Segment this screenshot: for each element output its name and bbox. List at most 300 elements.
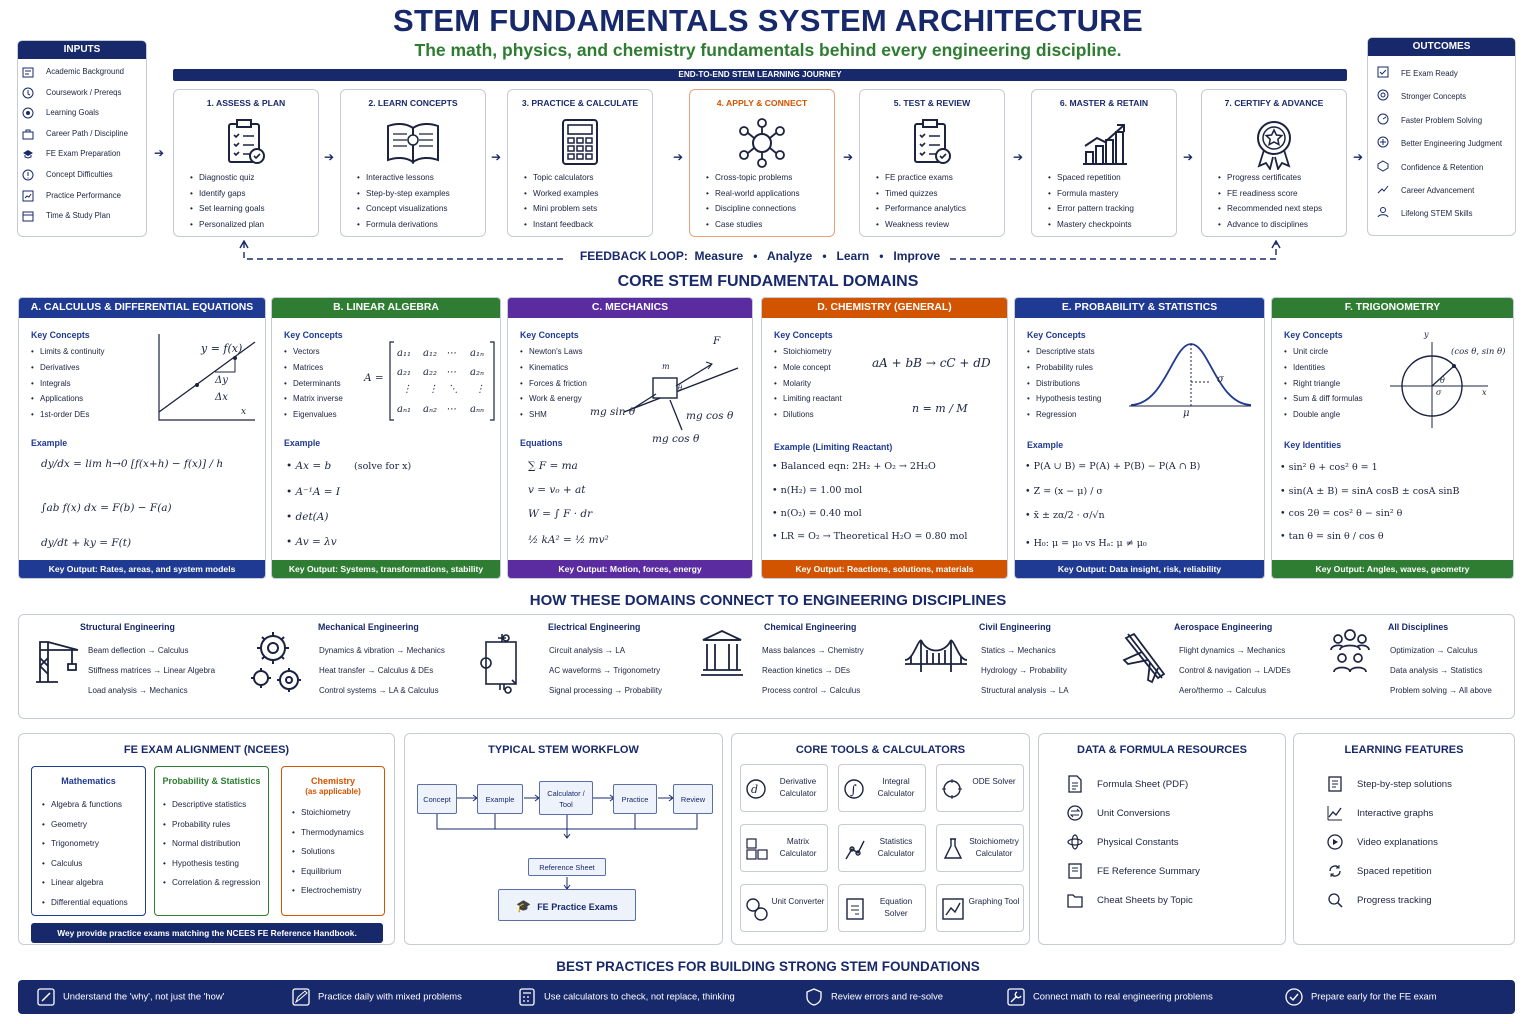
list-item: • Error pattern tracking [1048,201,1134,217]
list-item: • Limiting reactant [774,391,842,407]
list-item: • Weakness review [876,217,966,233]
line-chart-icon [1327,804,1343,822]
list-item: Circuit analysis → LA [549,646,626,655]
fe-exam-card [18,733,395,945]
list-item: • Solutions [292,842,384,862]
list-item: • Eigenvalues [284,407,343,423]
inputs-list [18,62,128,227]
equation: P(A ∪ B) = P(A) + P(B) − P(A ∩ B) [1033,461,1201,472]
list-item: Flight dynamics → Mechanics [1179,646,1286,655]
sigma-label: σ [1436,388,1442,397]
list-item: • Stoichiometry [292,803,384,823]
svg-text:aₙ₂: aₙ₂ [423,404,438,415]
list-item: • 1st-order DEs [31,407,104,423]
x-axis-label: x [241,407,247,417]
function-label: y = f(x) [201,342,243,355]
list-item: • Double angle [1284,407,1363,423]
repeat-icon [1327,862,1343,880]
list-item: Optimization → Calculus [1390,646,1478,655]
example-label: Example [284,438,321,448]
derivative-icon [746,777,768,801]
discipline-title: Civil Engineering [979,622,1051,632]
shield-icon [805,988,823,1006]
example-label: Example (Limiting Reactant) [774,442,893,452]
domain-mechanics [507,297,753,579]
force-component-label: mg sin θ [590,406,636,418]
exam-label: FE Practice Exams [537,902,618,912]
sigma-label: σ [1217,374,1224,385]
feature-item[interactable]: Interactive graphs [1327,799,1452,828]
resource-item[interactable]: Cheat Sheets by Topic [1067,886,1200,915]
inputs-panel [17,40,147,237]
delta-y-label: Δy [215,375,228,386]
input-item: Academic Background [18,62,128,83]
domain-linear-algebra: B. LINEAR ALGEBRA Key Concepts • Vectors • Matrices • Determinants • Matrix inverse • Eigenvalues A = a₁₁ a₁₂ ⋯ a₁ₙ a₂₁ a₂₂ ⋯ a₂ₙ ⋮ ⋮ ⋱ ⋮ aₙ₁ aₙ₂ ⋯ aₙₙ Example • Ax = b (solve for x) • A⁻¹A = I • det(A) • Av = λv Key Output: Systems, transformations, stability [271,297,501,579]
page-title: STEM FUNDAMENTALS SYSTEM ARCHITECTURE [393,3,1143,38]
award-icon [1252,118,1296,170]
tool-graphing[interactable] [936,884,1024,932]
identities-label: Key Identities [1284,440,1342,450]
mu-label: μ [1183,408,1190,419]
resources-list [1067,770,1200,915]
arrow-icon: ➔ [673,150,684,164]
list-item: • Matrices [284,360,343,376]
feature-item[interactable]: Progress tracking [1327,886,1452,915]
graph-icon [942,897,964,921]
svg-text:a₂₁: a₂₁ [397,367,411,378]
list-item: • Trigonometry [42,834,145,854]
concept-list [1284,344,1363,423]
list-item: • Regression [1027,407,1101,423]
list-item: • Forces & friction [520,376,587,392]
list-item: Heat transfer → Calculus & DEs [319,666,434,675]
domain-title: C. MECHANICS [508,298,752,318]
list-item: • Descriptive stats [1027,344,1101,360]
atom-icon [1067,833,1083,851]
arrow-icon: ➔ [1013,150,1024,164]
fe-col-title: Mathematics [61,776,116,786]
domain-title: E. PROBABILITY & STATISTICS [1015,298,1264,318]
calculator-small-icon [518,988,536,1006]
plant-icon [699,628,745,678]
equation: cos 2θ = cos² θ − sin² θ [1288,508,1403,519]
tool-name: Statistics Calculator [877,837,915,858]
tool-integral[interactable] [838,764,926,812]
key-concepts-label: Key Concepts [1027,330,1086,340]
equation-icon [844,897,866,921]
list-item: • Geometry [42,815,145,835]
list-item: • Formula derivations [357,217,450,233]
converter-icon [746,897,768,921]
feature-item[interactable]: Step-by-step solutions [1327,770,1452,799]
growth-chart-icon [1079,118,1129,168]
list-item: • Equilibrium [292,862,384,882]
list-item: • Descriptive statistics [163,795,268,815]
card-title: TYPICAL STEM WORKFLOW [488,744,639,756]
calculator-icon [560,118,600,168]
discipline-title: Electrical Engineering [548,622,641,632]
list-item: • Sum & diff formulas [1284,391,1363,407]
list-item: • Personalized plan [190,217,265,233]
step-list [876,170,966,232]
step-title: 6. MASTER & RETAIN [1059,98,1149,108]
feature-item[interactable]: Spaced repetition [1327,857,1452,886]
step-title: 7. CERTIFY & ADVANCE [1224,98,1324,108]
graduation-cap-icon: 🎓 [516,899,532,913]
angle-label: θ [1440,376,1445,385]
angle-label: θ [678,384,683,392]
mass-label: m [662,362,670,371]
card-title: CORE TOOLS & CALCULATORS [795,744,966,756]
equation: tan θ = sin θ / cos θ [1288,531,1384,542]
equation: dy/dt + ky = F(t) [41,537,132,549]
pencil-check-icon [37,988,55,1006]
circuit-icon [474,628,524,696]
tool-name: Integral Calculator [877,777,915,798]
svg-text:⋱: ⋱ [448,384,458,395]
input-item: Concept Difficulties [18,165,128,186]
example-label: Example [31,438,68,448]
list-item: • Normal distribution [163,834,268,854]
step-title: 3. PRACTICE & CALCULATE [521,98,639,108]
matrix-figure [388,340,496,422]
domain-trigonometry: F. TRIGONOMETRY Key Concepts • Unit circle • Identities • Right triangle • Sum & diff formulas • Double angle (cos θ, sin θ) y x θ σ Key Identities • sin² θ + cos² θ = 1 • sin(A ± B) = sinA cosB ± cosA sinB • cos 2θ = cos² θ − sin² θ • tan θ = sin θ / cos θ Key Output: Angles, waves, geometry [1271,297,1514,579]
arrow-icon: ➔ [843,150,854,164]
list-item: • Set learning goals [190,201,265,217]
outcome-item: Better Engineering Judgment [1373,132,1502,155]
list-item: • Timed quizzes [876,186,966,202]
svg-text:⋮: ⋮ [475,384,485,395]
svg-text:aₙₙ: aₙₙ [470,404,485,415]
tools-card [731,733,1030,945]
best-practice-item: Use calculators to check, not replace, thinking [518,988,735,1006]
card-title: FE EXAM ALIGNMENT (NCEES) [123,744,290,756]
reference-book-icon [1067,862,1083,880]
equation: sin² θ + cos² θ = 1 [1288,462,1378,473]
fe-col-list [42,795,145,912]
matrix-icon [746,837,768,861]
journey-step-test[interactable] [859,89,1005,237]
domain-title: A. CALCULUS & DIFFERENTIAL EQUATIONS [19,298,265,318]
list-item: Control systems → LA & Calculus [319,686,439,695]
x-axis-label: x [1482,388,1487,397]
list-item: • Right triangle [1284,376,1363,392]
tool-name: ODE Solver [972,777,1016,786]
list-item: • Spaced repetition [1048,170,1134,186]
arrow-icon: ➔ [154,146,165,160]
equation-note: (solve for x) [354,461,412,472]
document-icon [1067,775,1083,793]
folder-icon [1067,891,1083,909]
svg-text:⋮: ⋮ [428,384,438,395]
point-label: (cos θ, sin θ) [1451,347,1506,357]
tool-name: Matrix Calculator [779,837,817,858]
input-item: Coursework / Prereqs [18,83,128,104]
ode-icon [942,777,964,801]
equation: sin(A ± B) = sinA cosB ± cosA sinB [1288,486,1460,497]
best-practice-item: Practice daily with mixed problems [292,988,462,1006]
concept-list [1027,344,1101,423]
example-label: Example [1027,440,1064,450]
fe-footer: Wey provide practice exams matching the NCEES FE Reference Handbook. [31,923,383,943]
list-item: Hydrology → Probability [981,666,1067,675]
concept-list [31,344,104,423]
discipline-title: Aerospace Engineering [1174,622,1273,632]
network-icon [736,118,788,168]
flask-icon [942,837,964,861]
list-item: • Determinants [284,376,343,392]
outcome-item: Confidence & Retention [1373,156,1502,179]
list-item: • Hypothesis testing [1027,391,1101,407]
list-item: • Diagnostic quiz [190,170,265,186]
step-list [1048,170,1134,232]
data-resources-card [1038,733,1286,945]
best-practice-item: Review errors and re-solve [805,988,943,1006]
discipline-title: Mechanical Engineering [318,622,419,632]
best-practice-item: Connect math to real engineering problems [1007,988,1213,1006]
equation: v = v₀ + at [528,484,586,496]
list-item: • Correlation & regression [163,873,268,893]
domains-title: CORE STEM FUNDAMENTAL DOMAINS [617,273,919,290]
resource-item[interactable]: FE Reference Summary [1067,857,1200,886]
tool-stoichiometry[interactable] [936,824,1024,872]
tool-equation-solver[interactable] [838,884,926,932]
fe-col-list [292,803,384,901]
domain-footer: Key Output: Data insight, risk, reliability [1015,560,1264,578]
equations-label: Equations [520,438,563,448]
delta-x-label: Δx [215,392,228,403]
domain-chemistry: D. CHEMISTRY (GENERAL) Key Concepts • Stoichiometry • Mole concept • Molarity • Limiting reactant • Dilutions aA + bB → cC + dD n = m / M Example (Limiting Reactant) • Balanced eqn: 2H₂ + O₂ → 2H₂O • n(H₂) = 1.00 mol • n(O₂) = 0.40 mol • LR = O₂ → Theoretical H₂O = 0.80 mol Key Output: Reactions, solutions, materials [761,297,1008,579]
page-subtitle: The math, physics, and chemistry fundamentals behind every engineering discipline. [414,40,1122,60]
equation: A⁻¹A = I [295,486,341,498]
badge-check-icon [1285,988,1303,1006]
list-item: • Mastery checkpoints [1048,217,1134,233]
list-item: • Identify gaps [190,186,265,202]
force-component-label: mg cos θ [686,410,734,422]
concept-list [774,344,842,423]
equation: ∫ab f(x) dx = F(b) − F(a) [41,502,172,514]
step-title: 2. LEARN CONCEPTS [368,98,458,108]
arrow-icon: ➔ [324,150,335,164]
workflow-step[interactable]: Review [673,784,713,814]
tool-ode[interactable] [936,764,1024,812]
workflow-step[interactable]: Concept [417,784,457,814]
step-title: 1. ASSESS & PLAN [206,98,286,108]
list-item: • Real-world applications [706,186,800,202]
list-item: • Dilutions [774,407,842,423]
tool-matrix[interactable] [740,824,828,872]
tool-name: Graphing Tool [968,897,1020,906]
fe-col-list [163,795,268,893]
tool-statistics[interactable] [838,824,926,872]
tool-name: Equation Solver [879,897,913,918]
workflow-step[interactable]: Example [477,784,523,814]
journey-step-certify[interactable] [1201,89,1347,237]
svg-text:d: d [751,783,759,796]
feature-item[interactable]: Video explanations [1327,828,1452,857]
list-item: AC waveforms → Trigonometry [549,666,661,675]
reaction-equation: aA + bB → cC + dD [872,356,991,370]
list-item: Problem solving → All above [1390,686,1492,695]
list-item: • Hypothesis testing [163,854,268,874]
list-item: • Concept visualizations [357,201,450,217]
y-axis-label: y [1424,330,1429,339]
equation: n(H₂) = 1.00 mol [780,485,863,496]
airplane-icon [1120,628,1170,688]
list-item: • Mole concept [774,360,842,376]
svg-text:⋯: ⋯ [446,367,456,378]
list-item: • Distributions [1027,376,1101,392]
arrow-icon: ➔ [1353,150,1364,164]
outcome-item: Lifelong STEM Skills [1373,202,1502,225]
list-item: Dynamics & vibration → Mechanics [319,646,445,655]
journey-step-practice[interactable] [507,89,653,237]
list-item: Structural analysis → LA [981,686,1069,695]
best-practice-item: Prepare early for the FE exam [1285,988,1437,1006]
list-item: Data analysis → Statistics [1390,666,1483,675]
list-item: • Electrochemistry [292,881,384,901]
svg-text:⋯: ⋯ [446,348,456,359]
resource-item[interactable]: Physical Constants [1067,828,1200,857]
clipboard-check-icon [223,118,269,168]
inputs-title: INPUTS [18,41,146,59]
list-item: • Probability rules [163,815,268,835]
list-item: Load analysis → Mechanics [88,686,188,695]
outcomes-title: OUTCOMES [1368,38,1515,56]
input-item: Time & Study Plan [18,206,128,227]
magnifier-icon [1327,891,1343,909]
wrench-icon [1007,988,1025,1006]
fe-practice-exams-button[interactable] [498,889,636,921]
bridge-icon [903,636,969,676]
list-item: • Formula mastery [1048,186,1134,202]
resource-item[interactable]: Unit Conversions [1067,799,1200,828]
journey-step-apply[interactable] [689,89,835,237]
list-item: • Molarity [774,376,842,392]
list-item: Process control → Calculus [762,686,861,695]
svg-text:aₙ₁: aₙ₁ [397,404,412,415]
list-item: • Differential equations [42,893,145,913]
equation: n(O₂) = 0.40 mol [780,508,862,519]
matrix-label: A = [364,372,384,384]
domain-footer: Key Output: Angles, waves, geometry [1272,560,1513,578]
list-item: • Thermodynamics [292,823,384,843]
checklist-icon [909,118,955,168]
key-concepts-label: Key Concepts [774,330,833,340]
mole-equation: n = m / M [912,402,968,415]
svg-text:a₁₁: a₁₁ [397,348,411,359]
tool-name: Stoichiometry Calculator [969,837,1019,858]
equation: LR = O₂ → Theoretical H₂O = 0.80 mol [780,531,968,542]
input-item: Career Path / Discipline [18,124,128,145]
gears-icon [245,628,307,696]
svg-text:a₁ₙ: a₁ₙ [470,348,485,359]
list-item: Aero/thermo → Calculus [1179,686,1267,695]
list-item: • Worked examples [524,186,598,202]
key-concepts-label: Key Concepts [520,330,579,340]
journey-step-master[interactable] [1031,89,1177,237]
equation: Ax = b [295,460,332,472]
list-item: • Matrix inverse [284,391,343,407]
best-practices-title: BEST PRACTICES FOR BUILDING STRONG STEM FOUNDATIONS [556,959,980,974]
tool-derivative[interactable] [740,764,828,812]
list-item: Mass balances → Chemistry [762,646,864,655]
discipline-title: All Disciplines [1388,622,1449,632]
workflow-step[interactable]: Practice [613,784,657,814]
resource-item[interactable]: Formula Sheet (PDF) [1067,770,1200,799]
list-item: • Instant feedback [524,217,598,233]
step-list [524,170,598,232]
video-icon [1327,833,1343,851]
fe-col-probability [154,766,269,916]
list-item: • Unit circle [1284,344,1363,360]
equation: Balanced eqn: 2H₂ + O₂ → 2H₂O [780,461,936,472]
integral-icon [844,777,866,801]
conversion-icon [1067,804,1083,822]
concept-list [284,344,343,423]
list-item: • Linear algebra [42,873,145,893]
arrow-icon: ➔ [491,150,502,164]
list-item: • Mini problem sets [524,201,598,217]
best-practice-item: Understand the 'why', not just the 'how' [37,988,224,1006]
journey-step-learn[interactable] [340,89,486,237]
people-icon [1330,628,1370,678]
list-item: • Discipline connections [706,201,800,217]
equation: Z = (x − μ) / σ [1033,486,1103,497]
list-item: • SHM [520,407,587,423]
list-item: Reaction kinetics → DEs [762,666,851,675]
equation: H₀: μ = μ₀ vs Hₐ: μ ≠ μ₀ [1033,538,1147,549]
list-item: • Vectors [284,344,343,360]
svg-text:a₂ₙ: a₂ₙ [470,367,485,378]
pencil-icon [292,988,310,1006]
equation: Av = λv [295,536,337,548]
fe-col-title: Probability & Statistics [162,776,261,786]
equation: dy/dx = lim h→0 [f(x+h) − f(x)] / h [41,458,224,470]
key-concepts-label: Key Concepts [31,330,90,340]
list-item: • Work & energy [520,391,587,407]
step-title: 4. APPLY & CONNECT [716,98,808,108]
domain-probability: E. PROBABILITY & STATISTICS Key Concepts • Descriptive stats • Probability rules • Distributions • Hypothesis testing • Regression σ μ Example • P(A ∪ B) = P(A) + P(B) − P(A ∩ B) • Z = (x − μ) / σ • x̄ ± zα/2 · σ/√n • H₀: μ = μ₀ vs Hₐ: μ ≠ μ₀ Key Output: Data insight, risk, reliability [1014,297,1265,579]
open-book-icon [384,118,442,166]
concept-list [520,344,587,423]
domain-title: F. TRIGONOMETRY [1272,298,1513,318]
list-item: • Applications [31,391,104,407]
outcomes-panel [1367,37,1516,236]
workflow-step[interactable]: Calculator / Tool [539,781,593,815]
journey-step-assess[interactable] [173,89,319,237]
tool-unit-converter[interactable] [740,884,828,932]
workflow-card [404,733,723,945]
svg-text:⋮: ⋮ [402,384,412,395]
list-item: • Algebra & functions [42,795,145,815]
list-item: • Limits & continuity [31,344,104,360]
domain-title: B. LINEAR ALGEBRA [272,298,500,318]
equation: x̄ ± zα/2 · σ/√n [1033,510,1105,521]
list-item: • Step-by-step examples [357,186,450,202]
statistics-icon [844,837,866,861]
reference-sheet-box[interactable]: Reference Sheet [528,858,606,876]
list-item: • Cross-topic problems [706,170,800,186]
list-item: • Stoichiometry [774,344,842,360]
crane-icon [32,636,80,684]
discipline-title: Structural Engineering [80,622,175,632]
fe-col-math [31,766,146,916]
list-item: • FE practice exams [876,170,966,186]
domain-title: D. CHEMISTRY (GENERAL) [762,298,1007,318]
fe-col-chemistry [281,766,385,916]
list-item: • Newton's Laws [520,344,587,360]
